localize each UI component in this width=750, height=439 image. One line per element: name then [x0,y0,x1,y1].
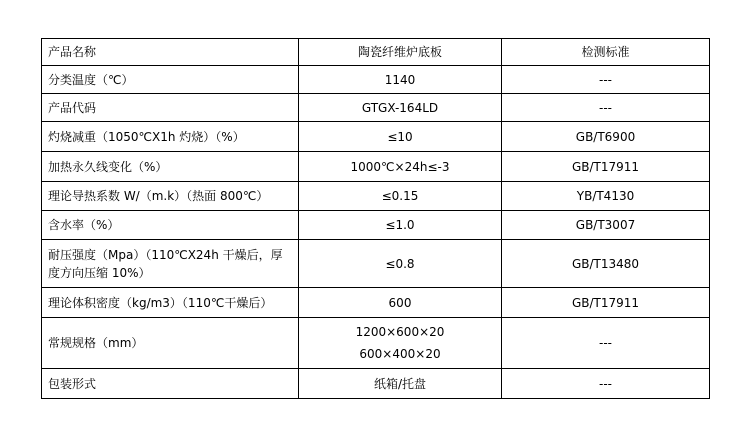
row-value [299,318,502,369]
row-standard: --- [502,318,710,369]
header-product: 陶瓷纤维炉底板 [299,39,502,66]
row-label: 理论导热系数 W/（m.k）（热面 800℃） [42,182,299,211]
size-line: 1200×600×20 [355,325,445,339]
table-row [42,94,710,122]
product-spec-table [41,38,710,399]
table-row [42,152,710,182]
table-row [42,369,710,399]
table-row [42,122,710,152]
row-value: 600 [299,288,502,318]
row-standard: GB/T3007 [502,211,710,240]
row-value: 1000℃×24h≤-3 [299,152,502,182]
row-standard: --- [502,94,710,122]
row-label: 分类温度（℃） [42,66,299,94]
row-standard: YB/T4130 [502,182,710,211]
row-label: 理论体积密度（kg/m3）（110℃干燥后） [42,288,299,318]
row-label: 常规规格（mm） [42,318,299,369]
row-value: 纸箱/托盘 [299,369,502,399]
table-row [42,66,710,94]
row-value: ≤10 [299,122,502,152]
row-value: ≤0.15 [299,182,502,211]
row-standard: --- [502,369,710,399]
row-label: 灼烧减重（1050℃X1h 灼烧）（%） [42,122,299,152]
row-value: GTGX-164LD [299,94,502,122]
row-value: ≤0.8 [299,240,502,288]
row-standard: GB/T17911 [502,288,710,318]
row-standard: GB/T17911 [502,152,710,182]
row-standard: --- [502,66,710,94]
table-row [42,240,710,288]
row-label: 包装形式 [42,369,299,399]
row-value: ≤1.0 [299,211,502,240]
table-row [42,318,710,369]
header-standard: 检测标准 [502,39,710,66]
row-label: 耐压强度（Mpa）（110℃X24h 干燥后，厚度方向压缩 10%） [42,240,299,288]
table-header-row [42,39,710,66]
row-label: 含水率（%） [42,211,299,240]
row-standard: GB/T13480 [502,240,710,288]
header-product-name: 产品名称 [42,39,299,66]
row-standard: GB/T6900 [502,122,710,152]
row-label: 加热永久线变化（%） [42,152,299,182]
row-value: 1140 [299,66,502,94]
table-row [42,182,710,211]
size-line: 600×400×20 [359,347,441,361]
table-row [42,211,710,240]
table-row [42,288,710,318]
row-label: 产品代码 [42,94,299,122]
